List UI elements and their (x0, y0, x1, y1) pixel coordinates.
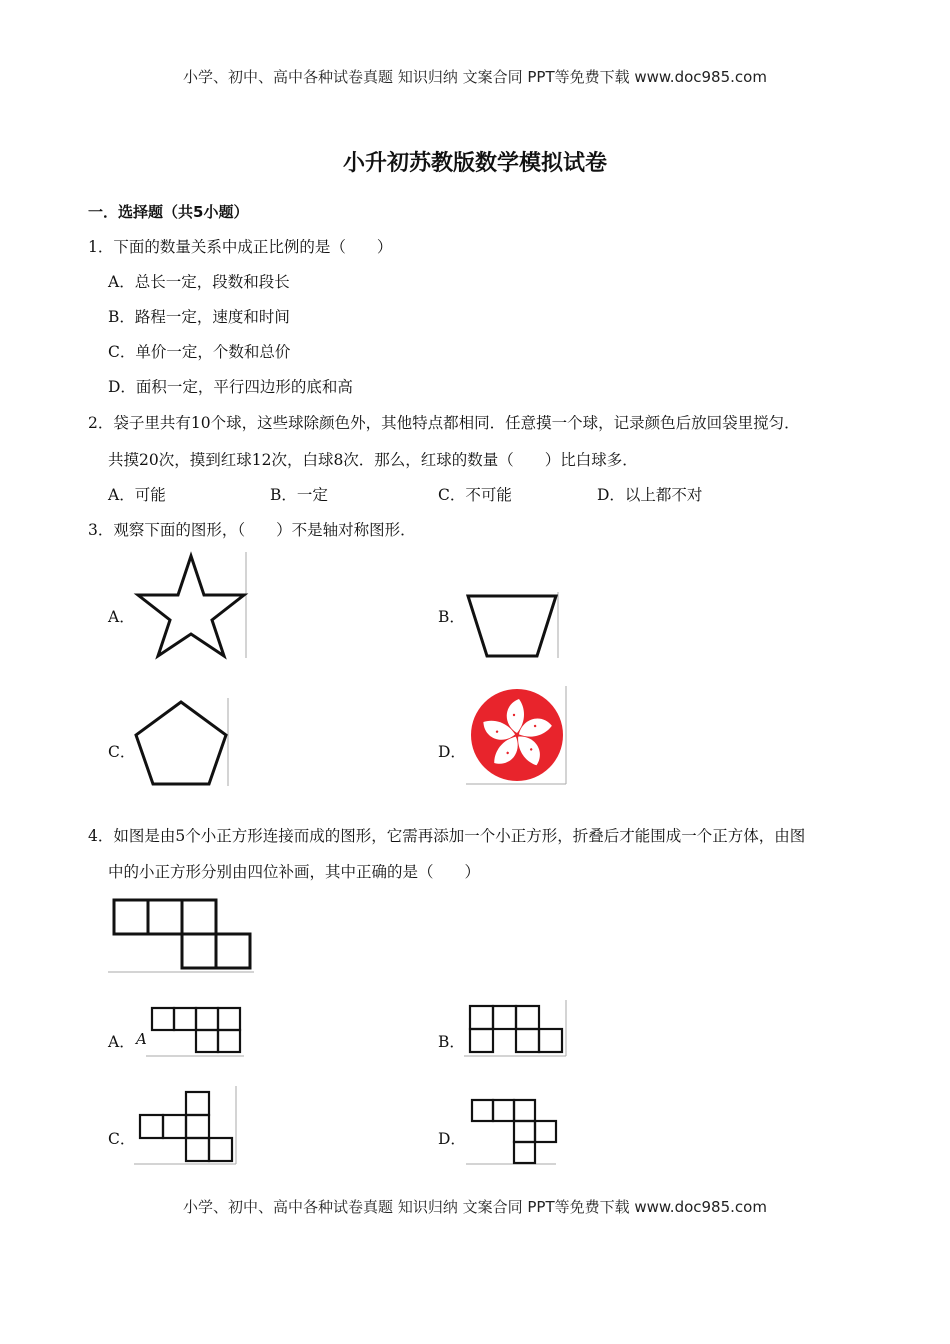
q1-option-c[interactable]: C．单价一定，个数和总价 (108, 343, 291, 361)
q2-option-a[interactable]: A．可能 (108, 486, 166, 504)
q3-stem: 3．观察下面的图形，（ ）不是轴对称图形． (88, 521, 416, 539)
star-figure (134, 552, 248, 658)
q4-option-c-figure (134, 1086, 238, 1166)
q2-stem-line2: 共摸20次，摸到红球12次，白球8次．那么，红球的数量（ ）比白球多． (108, 451, 638, 469)
q4-option-b-figure (464, 1000, 568, 1058)
q1-option-a[interactable]: A．总长一定，段数和段长 (108, 273, 290, 291)
q3-label-d[interactable]: D． (438, 743, 466, 761)
pentagon-figure (134, 698, 230, 788)
q4-option-a-letter: A (136, 1030, 147, 1048)
q4-stem-line1: 4．如图是由5个小正方形连接而成的图形，它需再添加一个小正方形，折叠后才能围成一个正方体，由图 (88, 827, 806, 845)
q1-option-b[interactable]: B．路程一定，速度和时间 (108, 308, 290, 326)
q4-option-a-figure (146, 1004, 246, 1058)
q4-label-a[interactable]: A． (108, 1033, 135, 1051)
q2-option-c[interactable]: C．不可能 (438, 486, 512, 504)
q4-option-d-figure (466, 1094, 558, 1166)
q3-label-a[interactable]: A． (108, 608, 135, 626)
q1-option-d[interactable]: D．面积一定，平行四边形的底和高 (108, 378, 353, 396)
q3-label-c[interactable]: C． (108, 743, 136, 761)
q4-label-d[interactable]: D． (438, 1130, 466, 1148)
section-heading: 一．选择题（共5小题） (88, 203, 249, 221)
trapezoid-figure (466, 592, 560, 660)
q1-stem: 1．下面的数量关系中成正比例的是（ ） (88, 238, 393, 256)
q4-label-b[interactable]: B． (438, 1033, 465, 1051)
page-footer: 小学、初中、高中各种试卷真题 知识归纳 文案合同 PPT等免费下载 www.doc985.com (183, 1198, 767, 1216)
q4-label-c[interactable]: C． (108, 1130, 136, 1148)
bauhinia-flag-figure (466, 686, 568, 786)
q3-label-b[interactable]: B． (438, 608, 465, 626)
q2-option-d[interactable]: D．以上都不对 (597, 486, 703, 504)
page-title: 小升初苏教版数学模拟试卷 (342, 151, 607, 176)
q4-stem-line2: 中的小正方形分别由四位补画，其中正确的是（ ） (108, 863, 481, 881)
q2-option-b[interactable]: B．一定 (270, 486, 328, 504)
cube-net-figure (108, 896, 256, 974)
page-header: 小学、初中、高中各种试卷真题 知识归纳 文案合同 PPT等免费下载 www.doc985.com (183, 68, 767, 86)
q2-stem-line1: 2．袋子里共有10个球，这些球除颜色外，其他特点都相同．任意摸一个球，记录颜色后放回袋里搅匀． (88, 414, 800, 432)
